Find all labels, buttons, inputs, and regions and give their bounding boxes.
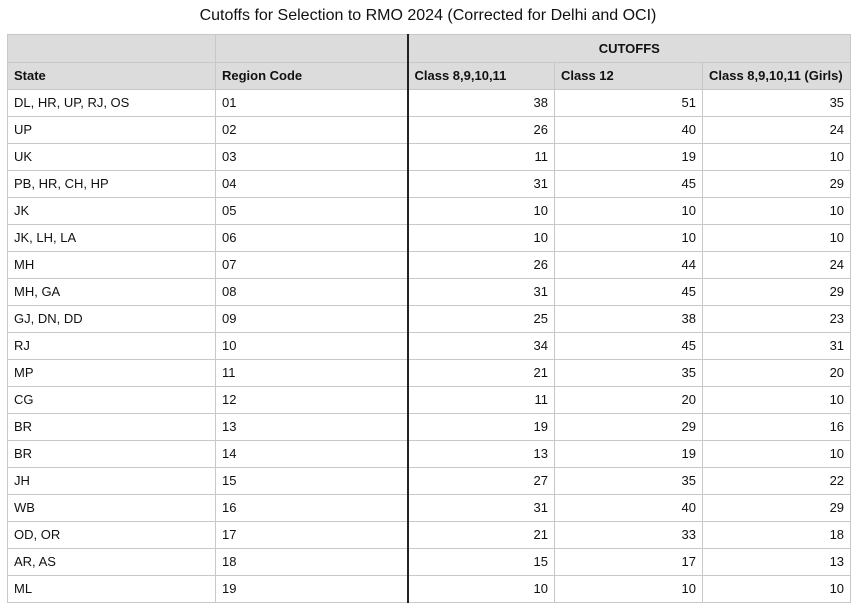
class-8-11-cutoff-cell: 13 xyxy=(408,441,555,468)
class-12-cutoff-cell: 45 xyxy=(555,279,703,306)
class-8-11-cutoff-cell: 21 xyxy=(408,522,555,549)
table-row xyxy=(8,198,851,225)
table-row xyxy=(8,117,851,144)
state-cell: RJ xyxy=(8,333,216,360)
state-cell: UK xyxy=(8,144,216,171)
table-row xyxy=(8,360,851,387)
region-code-cell: 13 xyxy=(216,414,408,441)
class-12-cutoff-cell: 35 xyxy=(555,468,703,495)
region-code-cell: 12 xyxy=(216,387,408,414)
state-cell: ML xyxy=(8,576,216,603)
state-cell: OD, OR xyxy=(8,522,216,549)
class-8-11-cutoff-cell: 31 xyxy=(408,171,555,198)
class-12-cutoff-cell: 44 xyxy=(555,252,703,279)
table-row xyxy=(8,279,851,306)
table-row xyxy=(8,171,851,198)
state-cell: GJ, DN, DD xyxy=(8,306,216,333)
class-8-11-cutoff-cell: 27 xyxy=(408,468,555,495)
class-8-11-cutoff-cell: 26 xyxy=(408,117,555,144)
class-12-cutoff-cell: 40 xyxy=(555,495,703,522)
table-row xyxy=(8,441,851,468)
girls-cutoff-cell: 23 xyxy=(703,306,851,333)
empty-header-cell xyxy=(216,35,408,63)
class-8-11-cutoff-cell: 34 xyxy=(408,333,555,360)
class-8-11-cutoff-cell: 10 xyxy=(408,225,555,252)
girls-cutoff-cell: 29 xyxy=(703,171,851,198)
class-8-11-cutoff-cell: 31 xyxy=(408,279,555,306)
region-code-cell: 05 xyxy=(216,198,408,225)
girls-cutoff-cell: 10 xyxy=(703,225,851,252)
region-code-cell: 09 xyxy=(216,306,408,333)
class-12-cutoff-cell: 33 xyxy=(555,522,703,549)
girls-cutoff-cell: 10 xyxy=(703,198,851,225)
girls-cutoff-cell: 13 xyxy=(703,549,851,576)
state-cell: JK, LH, LA xyxy=(8,225,216,252)
column-header-class-12: Class 12 xyxy=(555,63,703,90)
page-title: Cutoffs for Selection to RMO 2024 (Corrected for Delhi and OCI) xyxy=(199,7,657,24)
class-12-cutoff-cell: 19 xyxy=(555,441,703,468)
class-8-11-cutoff-cell: 11 xyxy=(408,144,555,171)
state-cell: MH, GA xyxy=(8,279,216,306)
table-row xyxy=(8,90,851,117)
state-cell: PB, HR, CH, HP xyxy=(8,171,216,198)
class-8-11-cutoff-cell: 25 xyxy=(408,306,555,333)
state-cell: MH xyxy=(8,252,216,279)
girls-cutoff-cell: 29 xyxy=(703,495,851,522)
state-cell: BR xyxy=(8,441,216,468)
region-code-cell: 19 xyxy=(216,576,408,603)
column-header-class-8-11: Class 8,9,10,11 xyxy=(408,63,555,90)
region-code-cell: 11 xyxy=(216,360,408,387)
state-cell: MP xyxy=(8,360,216,387)
region-code-cell: 15 xyxy=(216,468,408,495)
class-12-cutoff-cell: 29 xyxy=(555,414,703,441)
class-8-11-cutoff-cell: 10 xyxy=(408,198,555,225)
girls-cutoff-cell: 10 xyxy=(703,144,851,171)
table-row xyxy=(8,225,851,252)
region-code-cell: 17 xyxy=(216,522,408,549)
table-row xyxy=(8,306,851,333)
class-12-cutoff-cell: 10 xyxy=(555,198,703,225)
table-row xyxy=(8,522,851,549)
class-8-11-cutoff-cell: 26 xyxy=(408,252,555,279)
class-12-cutoff-cell: 10 xyxy=(555,576,703,603)
region-code-cell: 01 xyxy=(216,90,408,117)
class-8-11-cutoff-cell: 21 xyxy=(408,360,555,387)
cutoffs-group-header: CUTOFFS xyxy=(408,35,851,63)
state-cell: DL, HR, UP, RJ, OS xyxy=(8,90,216,117)
girls-cutoff-cell: 31 xyxy=(703,333,851,360)
girls-cutoff-cell: 29 xyxy=(703,279,851,306)
column-header-row xyxy=(8,63,851,90)
girls-cutoff-cell: 35 xyxy=(703,90,851,117)
girls-cutoff-cell: 10 xyxy=(703,576,851,603)
class-8-11-cutoff-cell: 19 xyxy=(408,414,555,441)
class-8-11-cutoff-cell: 15 xyxy=(408,549,555,576)
girls-cutoff-cell: 10 xyxy=(703,441,851,468)
class-12-cutoff-cell: 45 xyxy=(555,333,703,360)
class-12-cutoff-cell: 45 xyxy=(555,171,703,198)
cutoffs-table xyxy=(7,34,851,603)
region-code-cell: 04 xyxy=(216,171,408,198)
girls-cutoff-cell: 16 xyxy=(703,414,851,441)
girls-cutoff-cell: 24 xyxy=(703,252,851,279)
class-12-cutoff-cell: 17 xyxy=(555,549,703,576)
state-cell: AR, AS xyxy=(8,549,216,576)
class-12-cutoff-cell: 19 xyxy=(555,144,703,171)
state-cell: JH xyxy=(8,468,216,495)
region-code-cell: 03 xyxy=(216,144,408,171)
table-row xyxy=(8,468,851,495)
region-code-cell: 18 xyxy=(216,549,408,576)
class-8-11-cutoff-cell: 11 xyxy=(408,387,555,414)
region-code-cell: 16 xyxy=(216,495,408,522)
table-row xyxy=(8,252,851,279)
table-row xyxy=(8,495,851,522)
column-header-state: State xyxy=(8,63,216,90)
empty-header-cell xyxy=(8,35,216,63)
girls-cutoff-cell: 10 xyxy=(703,387,851,414)
group-header-row xyxy=(8,35,851,63)
class-8-11-cutoff-cell: 10 xyxy=(408,576,555,603)
class-12-cutoff-cell: 35 xyxy=(555,360,703,387)
class-12-cutoff-cell: 51 xyxy=(555,90,703,117)
girls-cutoff-cell: 20 xyxy=(703,360,851,387)
table-row xyxy=(8,576,851,603)
table-row xyxy=(8,549,851,576)
state-cell: BR xyxy=(8,414,216,441)
table-row xyxy=(8,333,851,360)
table-row xyxy=(8,144,851,171)
class-12-cutoff-cell: 40 xyxy=(555,117,703,144)
table-row xyxy=(8,414,851,441)
girls-cutoff-cell: 24 xyxy=(703,117,851,144)
class-12-cutoff-cell: 10 xyxy=(555,225,703,252)
state-cell: CG xyxy=(8,387,216,414)
column-header-region-code: Region Code xyxy=(216,63,408,90)
class-12-cutoff-cell: 38 xyxy=(555,306,703,333)
class-8-11-cutoff-cell: 38 xyxy=(408,90,555,117)
girls-cutoff-cell: 18 xyxy=(703,522,851,549)
state-cell: WB xyxy=(8,495,216,522)
class-12-cutoff-cell: 20 xyxy=(555,387,703,414)
region-code-cell: 02 xyxy=(216,117,408,144)
region-code-cell: 08 xyxy=(216,279,408,306)
state-cell: JK xyxy=(8,198,216,225)
region-code-cell: 07 xyxy=(216,252,408,279)
state-cell: UP xyxy=(8,117,216,144)
girls-cutoff-cell: 22 xyxy=(703,468,851,495)
region-code-cell: 14 xyxy=(216,441,408,468)
region-code-cell: 10 xyxy=(216,333,408,360)
class-8-11-cutoff-cell: 31 xyxy=(408,495,555,522)
region-code-cell: 06 xyxy=(216,225,408,252)
table-row xyxy=(8,387,851,414)
column-header-class-8-11-girls: Class 8,9,10,11 (Girls) xyxy=(703,63,851,90)
